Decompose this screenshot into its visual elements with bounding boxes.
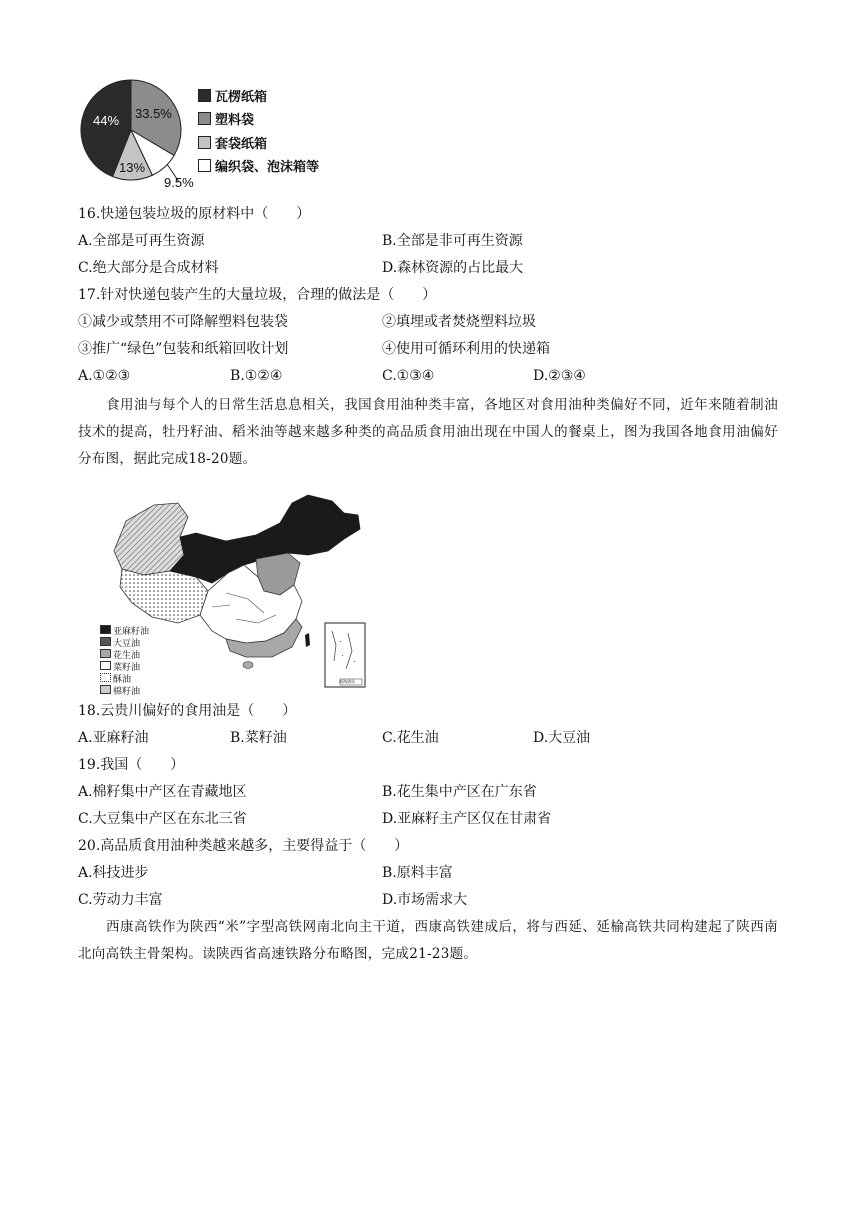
legend-label: 塑料袋	[215, 113, 255, 128]
q16-option-c: C.绝大部分是合成材料	[78, 260, 219, 276]
q19-stem: 19.我国（ ）	[78, 757, 185, 773]
q18-stem: 18.云贵川偏好的食用油是（ ）	[78, 703, 297, 719]
legend-swatch	[198, 89, 211, 102]
map-legend	[100, 625, 149, 697]
q20-option-d: D.市场需求大	[382, 892, 468, 908]
legend-label: 瓦楞纸箱	[215, 90, 268, 105]
map-legend-item	[100, 673, 149, 685]
q19-option-a: A.棉籽集中产区在青藏地区	[78, 784, 247, 800]
pie-label-2: 33.5%	[135, 106, 172, 121]
legend-label: 酥油	[113, 675, 132, 685]
q18-option-b: B.菜籽油	[230, 730, 287, 746]
legend-swatch	[100, 673, 111, 682]
pie-legend-item	[198, 86, 267, 105]
q16-option-b: B.全部是非可再生资源	[382, 233, 523, 249]
map-legend-item	[100, 685, 149, 697]
q17-statement-4: ④使用可循环利用的快递箱	[382, 341, 550, 357]
map-legend-item	[100, 637, 149, 649]
legend-label: 套袋纸箱	[215, 137, 268, 152]
map-legend-item	[100, 661, 149, 673]
map-inset-label: 南海诸岛	[339, 679, 355, 684]
legend-label: 编织袋、泡沫箱等	[215, 160, 320, 175]
pie-label-3: 13%	[119, 160, 146, 175]
legend-label: 大豆油	[113, 639, 141, 649]
q19-option-d: D.亚麻籽主产区仅在甘肃省	[382, 811, 552, 827]
legend-swatch	[198, 136, 211, 149]
passage-edible-oil: 食用油与每个人的日常生活息息相关，我国食用油种类丰富，各地区对食用油种类偏好不同，近年来随着制油技术的提高，牡丹籽油、稻米油等越来越多种类的高品质食用油出现在中国人的餐桌上，图为我国各地食用油偏好分布图，据此完成18-20题。	[78, 397, 778, 467]
q17-option-a: A.①②③	[78, 368, 131, 384]
q17-stem: 17.针对快递包装产生的大量垃圾，合理的做法是（ ）	[78, 287, 437, 303]
legend-label: 棉籽油	[113, 687, 141, 697]
legend-swatch	[100, 649, 111, 658]
legend-label: 亚麻籽油	[113, 627, 150, 637]
q20-option-c: C.劳动力丰富	[78, 892, 163, 908]
legend-label: 花生油	[113, 651, 141, 661]
q18-option-d: D.大豆油	[533, 730, 591, 746]
q17-statement-1: ①减少或禁用不可降解塑料包装袋	[78, 314, 288, 330]
pie-legend-item	[198, 156, 319, 175]
q16-option-a: A.全部是可再生资源	[78, 233, 205, 249]
q20-option-b: B.原料丰富	[382, 865, 453, 881]
q19-option-c: C.大豆集中产区在东北三省	[78, 811, 247, 827]
q18-option-a: A.亚麻籽油	[78, 730, 149, 746]
q17-option-d: D.②③④	[533, 368, 586, 384]
pie-legend-item	[198, 133, 267, 152]
q17-option-c: C.①③④	[382, 368, 435, 384]
legend-swatch	[198, 112, 211, 125]
map-legend-item	[100, 625, 149, 637]
map-legend-item	[100, 649, 149, 661]
passage-xikang-railway: 西康高铁作为陕西“米”字型高铁网南北向主干道，西康高铁建成后，将与西延、延榆高铁共同构建起了陕西南北向高铁主骨架构。读陕西省高速铁路分布略图，完成21-23题。	[78, 919, 778, 962]
q18-option-c: C.花生油	[382, 730, 439, 746]
legend-swatch	[100, 685, 111, 694]
q17-option-b: B.①②④	[230, 368, 283, 384]
q17-statement-3: ③推广“绿色”包装和纸箱回收计划	[78, 341, 289, 357]
pie-label-4: 9.5%	[164, 175, 194, 190]
pie-label-1: 44%	[93, 113, 120, 128]
legend-label: 菜籽油	[113, 663, 141, 673]
q20-option-a: A.科技进步	[78, 865, 149, 881]
legend-swatch	[100, 625, 111, 634]
legend-swatch	[198, 159, 211, 172]
legend-swatch	[100, 637, 111, 646]
q17-statement-2: ②填埋或者焚烧塑料垃圾	[382, 314, 536, 330]
q19-option-b: B.花生集中产区在广东省	[382, 784, 537, 800]
q20-stem: 20.高品质食用油种类越来越多，主要得益于（ ）	[78, 838, 409, 854]
legend-swatch	[100, 661, 111, 670]
q16-option-d: D.森林资源的占比最大	[382, 260, 524, 276]
q16-stem: 16.快递包装垃圾的原材料中（ ）	[78, 206, 311, 222]
pie-legend-item	[198, 109, 254, 128]
